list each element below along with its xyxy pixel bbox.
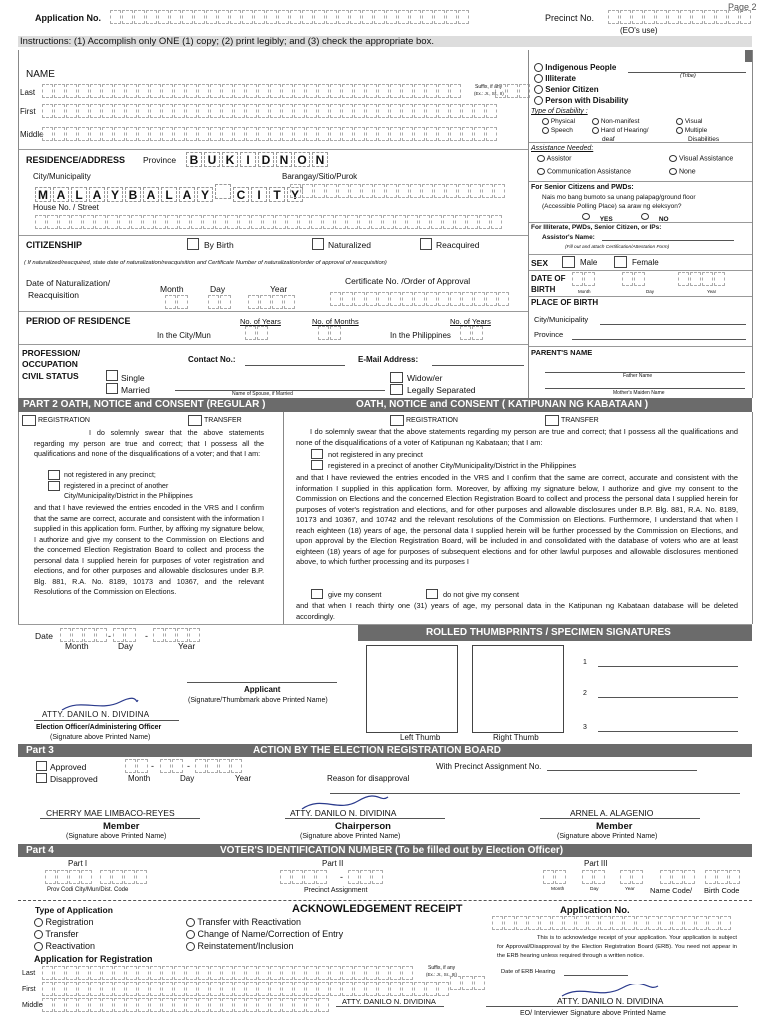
naturalized-label: Naturalized	[328, 240, 371, 250]
divider	[18, 344, 528, 345]
precinct-no-label: Precinct No.	[545, 13, 595, 23]
day-label: Day	[210, 284, 226, 294]
oath-month-label: Month	[65, 641, 89, 651]
suffix-label: Suffix, if any	[475, 84, 503, 90]
member-1-role: Member	[103, 821, 140, 832]
officer-sig-line	[34, 720, 179, 721]
disapproved-label: Disapproved	[50, 774, 98, 784]
pob-city-input[interactable]	[600, 324, 746, 325]
illiterate-radio[interactable]	[534, 74, 543, 83]
receipt-change-name-label: Change of Name/Correction of Entry	[197, 929, 344, 939]
member-2-role: Member	[596, 821, 633, 832]
instructions-bar	[18, 36, 752, 47]
approved-label: Approved	[50, 762, 87, 772]
no-months-label: No. of Months	[312, 317, 359, 326]
city-months-input[interactable]	[318, 326, 342, 342]
specimen-2-line[interactable]	[598, 697, 738, 698]
erb-month-label: Month	[128, 774, 151, 783]
member-2-name: ARNEL A. ALAGENIO	[570, 808, 654, 818]
receipt-officer-line	[486, 1006, 738, 1007]
legally-separated-label: Legally Separated	[407, 385, 476, 395]
dob-day-input[interactable]	[622, 272, 646, 288]
divider	[18, 149, 528, 150]
deaf-label: deaf	[602, 136, 615, 143]
reg-kk-checkbox[interactable]	[390, 415, 404, 426]
divider	[18, 311, 528, 312]
illit-pwd-label: For Illiterate, PWDs, Senior Citizen, or IPs:	[531, 224, 662, 231]
part3-header	[18, 744, 752, 757]
last-name-input[interactable]	[42, 84, 462, 100]
multiple-radio[interactable]	[676, 127, 683, 134]
right-border	[752, 412, 753, 624]
widow-label: Widow/er	[407, 373, 443, 383]
vin-year-input[interactable]	[620, 870, 644, 886]
contact-label: Contact No.:	[188, 355, 236, 364]
house-input[interactable]	[35, 215, 503, 231]
disapproved-checkbox[interactable]	[36, 773, 47, 783]
date-naturalization-label: Date of Naturalization/	[26, 278, 111, 288]
app-for-label: Application for Registration	[34, 954, 153, 964]
residence-label: RESIDENCE/ADDRESS	[26, 155, 126, 165]
member-1-name: CHERRY MAE LIMBACO-REYES	[46, 808, 175, 818]
not-consent-checkbox[interactable]	[426, 589, 438, 599]
erb-hearing-input[interactable]	[564, 975, 628, 976]
no-label: NO	[658, 216, 669, 224]
male-label: Male	[580, 258, 598, 267]
city-code-input[interactable]	[100, 870, 148, 886]
cert-no-label: Certificate No. /Order of Approval	[345, 276, 471, 286]
part4-header	[18, 844, 752, 857]
assistor-note: (Fill out and attach Certification/Attestation Form)	[565, 245, 670, 250]
divider	[529, 346, 752, 347]
left-thumb-box[interactable]	[366, 645, 458, 733]
physical-radio[interactable]	[542, 118, 549, 125]
oath-kk-p3: and that when I reach thirty one (31) years of age, my personal data in the Katipunan ng Kabataan database will be deleted accordingly.	[296, 601, 738, 621]
assistor-name-input[interactable]	[602, 240, 734, 241]
contact-input[interactable]	[245, 365, 345, 366]
receipt-transfer-react-radio[interactable]	[186, 918, 195, 927]
father-label: Father Name	[623, 373, 653, 379]
not-consent-label: do not give my consent	[443, 590, 520, 599]
name-code-input[interactable]	[660, 870, 696, 886]
senior-label: Senior Citizen	[545, 85, 599, 94]
reason-label: Reason for disapproval	[327, 774, 410, 783]
reacquired-checkbox[interactable]	[420, 238, 432, 250]
erb-day-label: Day	[180, 774, 195, 783]
indigenous-label: Indigenous People	[545, 63, 617, 72]
not-registered-label: not registered in any precinct;	[64, 472, 156, 479]
application-no-boxes[interactable]	[110, 10, 470, 26]
transfer-kk-label: TRANSFER	[561, 417, 599, 424]
kk-registered-another-label: registered in a precinct of another City/Municipality/District in the Philippines	[328, 461, 577, 470]
kk-registered-another-checkbox[interactable]	[311, 460, 323, 470]
ack-text: This is to acknowledge receipt of your application. Your application is subject for Approval/Disapproval by the Election Registration Board (ERB). You need not appear in the ERB hearing unless required through a written notice.	[497, 935, 737, 959]
date-label: Date	[35, 631, 53, 641]
left-border	[18, 50, 19, 398]
part2-divider	[283, 412, 284, 624]
erb-month-input[interactable]	[125, 759, 149, 775]
female-checkbox[interactable]	[614, 256, 627, 268]
senior-pwd-label: For Senior Citizens and PWDs:	[531, 184, 634, 191]
oath-kk-p1: I do solemnly swear that the above statements regarding my person are true and correct; that I possess all the qualifications and none of the disqualifications of a voter of Katipunan ng Kabataan; that I am:	[296, 427, 738, 447]
receipt-reactivation-label: Reactivation	[45, 941, 96, 951]
receipt-reactivation-radio[interactable]	[34, 942, 43, 951]
registered-another-label-2: City/Municipality/District in the Philippines	[64, 493, 193, 500]
month-label: Month	[160, 284, 184, 294]
no-years-label: No. of Years	[240, 317, 281, 326]
senior-radio[interactable]	[534, 85, 543, 94]
member-1-line	[40, 818, 200, 819]
thumbprints-title: ROLLED THUMBPRINTS / SPECIMEN SIGNATURES	[426, 627, 671, 638]
speech-label: Speech	[550, 127, 573, 135]
civil-status-label: CIVIL STATUS	[22, 371, 79, 381]
email-label: E-Mail Address:	[358, 355, 419, 364]
phil-years-input[interactable]	[460, 326, 484, 342]
part2-left-title: PART 2 OATH, NOTICE and CONSENT (REGULAR )	[23, 399, 266, 410]
yes-label: YES	[599, 216, 613, 224]
divider	[529, 296, 752, 297]
single-checkbox[interactable]	[106, 370, 118, 381]
province-label: Province	[143, 155, 177, 165]
receipt-title: ACKNOWLEDGEMENT RECEIPT	[292, 903, 463, 915]
nat-month-input[interactable]	[165, 295, 189, 311]
visual-assist-label: Visual Assistance	[678, 155, 734, 163]
left-thumb-label: Left Thumb	[400, 733, 441, 742]
receipt-registration-radio[interactable]	[34, 918, 43, 927]
middle-label: Middle	[20, 130, 44, 139]
divider	[529, 181, 752, 182]
middle-name-input[interactable]	[42, 127, 498, 143]
by-birth-checkbox[interactable]	[187, 238, 199, 250]
in-city-label: In the City/Mun	[157, 331, 211, 340]
city-years-input[interactable]	[245, 326, 269, 342]
oath-regular-p1: I do solemnly swear that the above statements regarding my person are true and correct; that I possess all the qualifications and none of the disqualifications of a voter; and that I am:	[34, 428, 264, 458]
erb-year-input[interactable]	[195, 759, 243, 775]
comm-assist-radio[interactable]	[537, 168, 545, 175]
year-label: Year	[270, 284, 288, 294]
last-label: Last	[20, 88, 36, 97]
prov-code-input[interactable]	[45, 870, 93, 886]
vin-month-label: Month	[551, 887, 565, 892]
mother-input[interactable]	[545, 388, 745, 389]
non-manifest-radio[interactable]	[592, 118, 599, 125]
dob-day-label: Day	[646, 289, 655, 294]
chair-note: (Signature above Printed Name)	[300, 833, 401, 840]
none-label: None	[678, 168, 696, 176]
kk-not-registered-label: not registered in any precinct	[328, 450, 423, 459]
hearing-label: Hard of Hearing/	[600, 127, 649, 135]
member-2-line	[540, 818, 700, 819]
oath-kk-p2: and that I have reviewed the entries encoded in the VRS and I confirm that the same are correct, accurate and consistent with the information I supplied in this application form. Moreover, by affixing my signature below, I authorize and give my consent to the Commission on Elections and the concerned Election Registration Board to collect and process the personal data I supplied herein for purposes of voter's registration and elections, and for other purposes and allowable disclosures under B.P. Blg. 881, R.A. No. 8189, 10173 and 10367, and 10742 and the relevant resolutions of the Commission on Elections. Furthermore, I understand that when I reach eighteen (18) years of age, the personal data I supplied herein will be further processed by the Commission on Elections, and upon approval by the Election Registration Board, will be included in and consolidated with the database of voters who are at least eighteen (18) years of age for purposes of subsequent elections and for other lawful purposes and allowable disclosures mentioned above, to which further processing and its purposes I	[296, 473, 738, 566]
part-ii-label: Part II	[322, 859, 344, 868]
page-number: Page 2	[728, 2, 757, 12]
type-app-label: Type of Application	[35, 905, 113, 915]
part1-title: PERSONAL INFORMATION ( To be filled out by Applicant)	[180, 50, 440, 61]
receipt-transfer-label: Transfer	[45, 929, 79, 939]
illiterate-label: Illiterate	[545, 74, 576, 83]
citizenship-label: CITIZENSHIP	[26, 240, 83, 250]
female-label: Female	[632, 258, 659, 267]
officer-title: Election Officer/Administering Officer	[36, 724, 162, 731]
speech-radio[interactable]	[542, 127, 549, 134]
reason-input[interactable]	[330, 793, 740, 794]
side-strip	[745, 50, 752, 62]
receipt-app-no-label: Application No.	[560, 905, 630, 916]
name-label: NAME	[26, 69, 55, 80]
instructions-text: Instructions: (1) Accomplish only ONE (1) copy; (2) print legibly; and (3) check the appropriate box.	[20, 36, 434, 47]
receipt-first-label: First	[22, 986, 36, 993]
by-birth-label: By Birth	[204, 240, 234, 250]
part4-label: Part 4	[26, 845, 54, 856]
widow-checkbox[interactable]	[390, 372, 403, 383]
erb-hearing-label: Date of ERB Hearing	[501, 969, 556, 975]
naturalized-checkbox[interactable]	[312, 238, 324, 250]
not-registered-checkbox[interactable]	[48, 470, 60, 480]
hearing-radio[interactable]	[592, 127, 599, 134]
receipt-transfer-radio[interactable]	[34, 930, 43, 939]
married-label: Married	[121, 385, 150, 395]
member-1-note: (Signature above Printed Name)	[66, 833, 167, 840]
oath-regular-p2: and that I have reviewed the entries encoded in the VRS and I confirm that the same are correct, accurate and consistent with the information I supplied in this application form. Further, by affixing my signature below, I authorize and give my consent to the Commission on Elections and the concerned Election Registration Board to collect and process the personal data I supplied herein for purposes of voter registration and elections, and for other purposes and allowable disclosures under B.P. Blg. 881, R.A. No. 8189, 10173 and 10367, and the relevant Resolutions of the Commission on Elections.	[34, 503, 264, 596]
receipt-officer-small: ATTY. DANILO N. DIVIDINA	[342, 997, 436, 1006]
applicant-note: (Signature/Thumbmark above Printed Name)	[188, 697, 328, 704]
accessible-question-1: Nais mo bang bumoto sa unang palapag/ground floor	[542, 194, 696, 201]
chair-line	[285, 818, 445, 819]
non-manifest-label: Non-manifest	[600, 118, 640, 126]
name-code-label: Name Code/	[650, 886, 693, 895]
approved-checkbox[interactable]	[36, 761, 47, 771]
dob-label: DATE OF	[531, 274, 566, 283]
erb-year-label: Year	[235, 774, 252, 783]
spouse-label: Name of Spouse, if Married	[232, 391, 293, 397]
vin-month-input[interactable]	[543, 870, 567, 886]
none-radio[interactable]	[669, 168, 677, 175]
profession-label: PROFESSION/	[22, 348, 81, 358]
yes-radio[interactable]	[582, 213, 590, 220]
eo-signature-label: EO/ Interviewer Signature above Printed Name	[520, 1010, 666, 1017]
receipt-change-name-radio[interactable]	[186, 930, 195, 939]
reg-regular-label: REGISTRATION	[38, 417, 90, 424]
indigenous-radio[interactable]	[534, 63, 543, 72]
give-consent-checkbox[interactable]	[311, 589, 323, 599]
specimen-3-line[interactable]	[598, 731, 738, 732]
sex-label: SEX	[531, 258, 549, 268]
right-thumb-label: Right Thumb	[493, 733, 539, 742]
divider	[18, 235, 528, 236]
precinct-assign-label: With Precinct Assignment No.	[436, 762, 542, 771]
applicant-label: Applicant	[244, 685, 281, 694]
eo-use-label: (EO's use)	[620, 26, 658, 35]
vin-day-label: Day	[590, 887, 599, 892]
registered-another-checkbox[interactable]	[48, 481, 60, 491]
receipt-officer-name: ATTY. DANILO N. DIVIDINA	[557, 996, 664, 1006]
cut-line	[18, 900, 752, 901]
precinct-no-boxes[interactable]	[608, 10, 752, 26]
dob-month-input[interactable]	[572, 272, 596, 288]
reacquisition-label: Reacquisition	[28, 290, 80, 300]
comm-assist-label: Communication Assistance	[546, 168, 631, 176]
parents-label: PARENT'S NAME	[531, 348, 593, 357]
receipt-suffix-label: Suffix, if any	[428, 965, 456, 971]
vin-year-label: Year	[625, 887, 635, 892]
pwd-label: Person with Disability	[545, 96, 629, 105]
single-label: Single	[121, 373, 145, 383]
receipt-transfer-react-label: Transfer with Reactivation	[197, 917, 302, 927]
assistor-radio[interactable]	[537, 155, 545, 162]
suffix-example: (Ex.: Jr., Sr., II)	[474, 91, 504, 96]
assistor-name-label: Assistor's Name:	[542, 234, 595, 241]
birth-code-label: Birth Code	[704, 886, 740, 895]
receipt-suffix-input[interactable]	[450, 976, 486, 992]
left-border	[18, 412, 19, 624]
prov-code-label: Prov Codi City/Mun/Dist. Code	[47, 887, 129, 893]
receipt-officer-small-line	[336, 1006, 444, 1007]
receipt-middle-label: Middle	[22, 1002, 43, 1009]
assistor-label: Assistor	[546, 155, 572, 163]
accessible-no	[641, 213, 669, 224]
receipt-last-label: Last	[22, 970, 36, 977]
disabilities-label: Disabilities	[688, 136, 720, 143]
receipt-reinstate-radio[interactable]	[186, 942, 195, 951]
specimen-3-label: 3	[583, 724, 587, 731]
first-name-input[interactable]	[42, 104, 498, 120]
receipt-reinstate-label: Reinstatement/Inclusion	[197, 941, 294, 951]
reg-kk-label: REGISTRATION	[406, 417, 458, 424]
chair-role: Chairperson	[335, 821, 391, 832]
married-checkbox[interactable]	[106, 383, 118, 394]
accessible-options	[582, 213, 613, 224]
city-value[interactable]: M A L A Y B A L A Y C I T Y	[35, 184, 305, 204]
precinct-code-input-2[interactable]	[348, 870, 384, 886]
first-label: First	[20, 107, 36, 116]
divider	[529, 142, 752, 143]
receipt-last-input[interactable]	[42, 966, 414, 982]
birth-label: BIRTH	[531, 285, 556, 294]
legally-separated-checkbox[interactable]	[390, 384, 403, 395]
province-value[interactable]: B U K I D N O N	[186, 151, 330, 169]
pob-province-label: Province	[534, 330, 564, 339]
part-i-label: Part I	[68, 859, 88, 868]
dob-month-label: Month	[578, 289, 591, 294]
barangay-input[interactable]	[290, 184, 506, 200]
transfer-regular-label: TRANSFER	[204, 417, 242, 424]
part-iii-label: Part III	[584, 859, 608, 868]
reg-regular-checkbox[interactable]	[22, 415, 36, 426]
part2-header	[18, 398, 752, 412]
accessible-question-2: (Accessible Polling Place) sa araw ng eleksyon?	[542, 203, 682, 210]
precinct-code-input[interactable]	[280, 870, 328, 886]
officer-name: ATTY. DANILO N. DIVIDINA	[42, 710, 150, 719]
no-radio[interactable]	[641, 213, 649, 220]
divider	[529, 222, 752, 223]
application-no-label: Application No.	[35, 13, 101, 23]
thumbprints-header	[358, 625, 752, 641]
city-label: City/Municipality	[33, 172, 91, 181]
erb-day-input[interactable]	[160, 759, 184, 775]
reacquired-label: Reacquired	[436, 240, 480, 250]
part2-right-title: OATH, NOTICE and CONSENT ( KATIPUNAN NG KABATAAN )	[356, 399, 649, 410]
part4-title: VOTER'S IDENTIFICATION NUMBER (To be filled out by Election Officer)	[220, 845, 564, 856]
barangay-label: Barangay/Sitio/Purok	[282, 172, 358, 181]
oath-year-label: Year	[178, 641, 196, 651]
pob-city-label: City/Municipality	[534, 315, 589, 324]
give-consent-label: give my consent	[328, 590, 382, 599]
specimen-1-label: 1	[583, 659, 587, 666]
visual-assist-radio[interactable]	[669, 155, 677, 162]
precinct-code-label: Precinct Assignment	[304, 887, 368, 894]
receipt-middle-input[interactable]	[42, 998, 330, 1014]
dob-year-input[interactable]	[678, 272, 726, 288]
nat-year-input[interactable]	[248, 295, 296, 311]
precinct-assign-input[interactable]	[547, 770, 697, 771]
pob-label: PLACE OF BIRTH	[531, 298, 599, 307]
visual-label: Visual	[684, 118, 703, 126]
part3-label: Part 3	[26, 745, 54, 756]
birth-code-input[interactable]	[705, 870, 741, 886]
house-label: House No. / Street	[33, 203, 99, 212]
kk-not-registered-checkbox[interactable]	[311, 449, 323, 459]
chair-name: ATTY. DANILO N. DIVIDINA	[290, 808, 397, 818]
cert-no-input[interactable]	[330, 292, 510, 308]
occupation-label: OCCUPATION	[22, 359, 78, 369]
right-thumb-box[interactable]	[472, 645, 564, 733]
suffix-input[interactable]	[495, 84, 531, 100]
transfer-regular-checkbox[interactable]	[188, 415, 202, 426]
email-input[interactable]	[432, 365, 524, 366]
member-2-note: (Signature above Printed Name)	[557, 833, 658, 840]
part1-label: Part 1	[26, 50, 54, 61]
physical-label: Physical	[550, 118, 576, 126]
period-residence-label: PERIOD OF RESIDENCE	[26, 316, 131, 326]
mother-label: Mother's Maiden Name	[613, 390, 665, 396]
specimen-1-line[interactable]	[598, 666, 738, 667]
type-disability-label: Type of Disability :	[531, 108, 588, 115]
assist-needed-label: Assistance Needed:	[531, 145, 594, 152]
part3-title: ACTION BY THE ELECTION REGISTRATION BOARD	[253, 745, 501, 756]
registered-another-label: registered in a precinct of another	[64, 483, 169, 490]
male-checkbox[interactable]	[562, 256, 575, 268]
dob-year-label: Year	[707, 289, 717, 294]
applicant-sig-line[interactable]	[187, 682, 337, 683]
right-border	[752, 50, 753, 398]
in-phil-label: In the Philippines	[390, 331, 451, 340]
divider	[529, 270, 752, 271]
officer-note: (Signature above Printed Name)	[50, 734, 151, 741]
transfer-kk-checkbox[interactable]	[545, 415, 559, 426]
receipt-suffix-example: (Ex.: Jr., Sr., III)	[426, 972, 458, 977]
naturalized-note: ( If naturalized/reacquired, state date of naturalization/reacquisition and Certificate Number of naturalization/order of approval of reacquisition)	[24, 260, 387, 266]
oath-day-label: Day	[118, 641, 134, 651]
no-years-label-2: No. of Years	[450, 317, 491, 326]
multiple-label: Multiple	[684, 127, 708, 135]
divider	[529, 254, 752, 255]
receipt-first-input[interactable]	[42, 982, 450, 998]
tribe-label: (Tribe)	[680, 73, 696, 79]
receipt-app-no-input[interactable]	[492, 916, 732, 932]
visual-radio[interactable]	[676, 118, 683, 125]
pwd-radio[interactable]	[534, 96, 543, 105]
specimen-2-label: 2	[583, 690, 587, 697]
vin-day-input[interactable]	[582, 870, 606, 886]
nat-day-input[interactable]	[208, 295, 232, 311]
pob-province-input[interactable]	[572, 339, 746, 340]
receipt-registration-label: Registration	[45, 917, 94, 927]
